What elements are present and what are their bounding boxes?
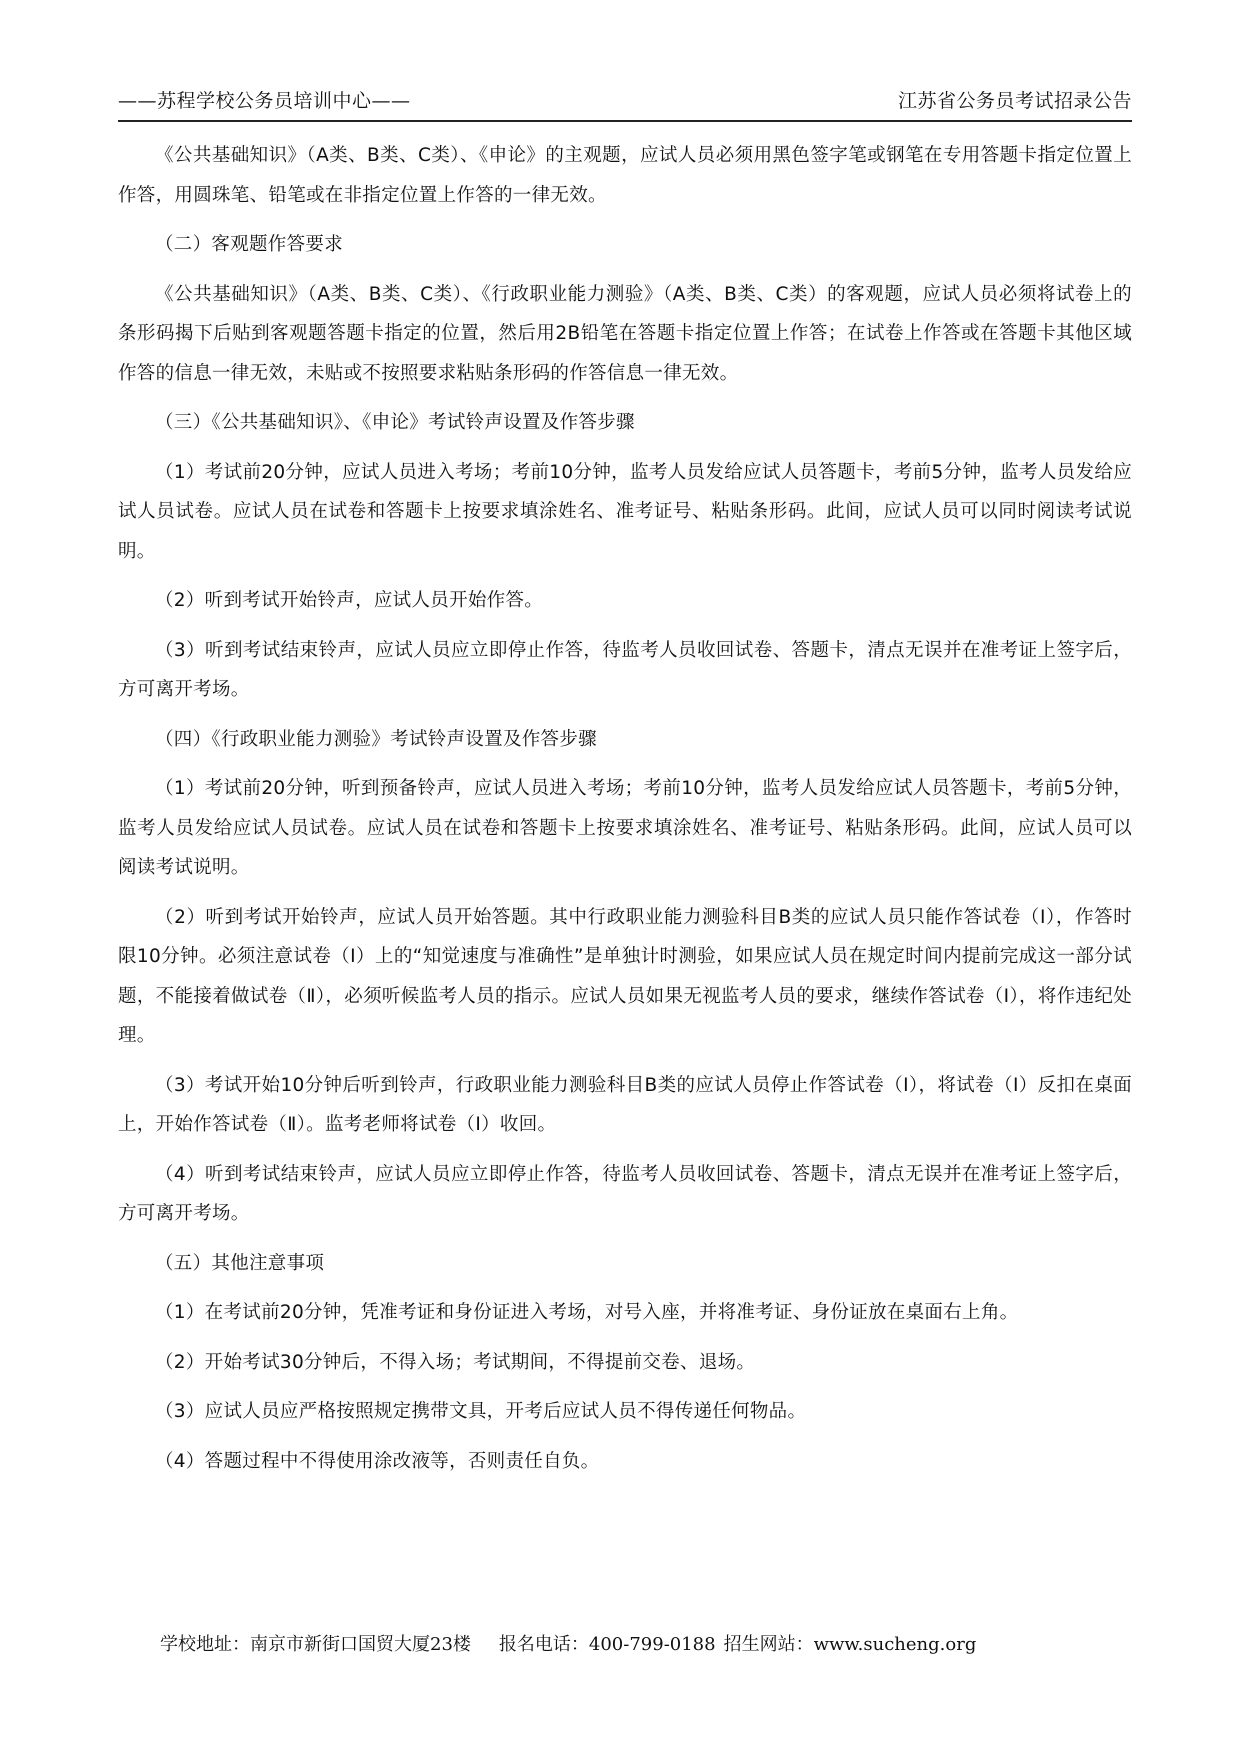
paragraph-basic-step-2: （2）听到考试开始铃声，应试人员开始作答。 <box>155 590 544 611</box>
footer-phone: 报名电话：400-799-0188 <box>498 1634 716 1655</box>
paragraph-other-note-4: （4）答题过程中不得使用涂改液等，否则责任自负。 <box>155 1450 600 1472</box>
paragraph-other-note-2: （2）开始考试30分钟后，不得入场；考试期间，不得提前交卷、退场。 <box>155 1351 756 1373</box>
paragraph-aptitude-step-3: （3）考试开始10分钟后听到铃声，行政职业能力测验科目B类的应试人员停止作答试卷（Ⅰ），将试卷（Ⅰ）反扣在桌面上，开始作答试卷（Ⅱ）。监考老师将试卷（Ⅰ）收回。 <box>118 1074 1132 1135</box>
paragraph-other-note-3: （3）应试人员应严格按照规定携带文具，开考后应试人员不得传递任何物品。 <box>155 1401 807 1422</box>
section-heading-basic-knowledge-bell-settings: （三）《公共基础知识》、《申论》考试铃声设置及作答步骤 <box>155 412 635 433</box>
paragraph-aptitude-step-4: （4）听到考试结束铃声，应试人员应立即停止作答，待监考人员收回试卷、答题卡，清点无误并在准考证上签字后，方可离开考场。 <box>118 1163 1132 1224</box>
header-document-title: 江苏省公务员考试招录公告 <box>897 90 1132 112</box>
footer-website: 招生网站：www.sucheng.org <box>723 1634 977 1655</box>
paragraph-basic-step-3: （3）听到考试结束铃声，应试人员应立即停止作答，待监考人员收回试卷、答题卡，清点无误并在准考证上签字后，方可离开考场。 <box>118 639 1132 700</box>
header-school-name: ——苏程学校公务员培训中心—— <box>118 90 411 112</box>
section-heading-aptitude-test-bell-settings: （四）《行政职业能力测验》考试铃声设置及作答步骤 <box>155 728 597 750</box>
section-heading-other-notes: （五）其他注意事项 <box>155 1252 325 1274</box>
paragraph-other-note-1: （1）在考试前20分钟，凭准考证和身份证进入考场，对号入座，并将准考证、身份证放在桌面右上角。 <box>155 1302 1019 1323</box>
paragraph-objective-answer-rules: 《公共基础知识》（A类、B类、C类）、《行政职业能力测验》（A类、B类、C类）的客观题，应试人员必须将试卷上的条形码揭下后贴到客观题答题卡指定的位置，然后用2B铅笔在答题卡指定位置上作答；在试卷上作答或在答题卡其他区域作答的信息一律无效，未贴或不按照要求粘贴条形码的作答信息一律无效。 <box>118 283 1132 384</box>
paragraph-aptitude-step-1: （1）考试前20分钟，听到预备铃声，应试人员进入考场；考前10分钟，监考人员发给应试人员答题卡，考前5分钟，监考人员发给应试人员试卷。应试人员在试卷和答题卡上按要求填涂姓名、准考证号、粘贴条形码。此间，应试人员可以阅读考试说明。 <box>118 778 1132 878</box>
paragraph-aptitude-step-2: （2）听到考试开始铃声，应试人员开始答题。其中行政职业能力测验科目B类的应试人员只能作答试卷（Ⅰ），作答时限10分钟。必须注意试卷（Ⅰ）上的“知觉速度与准确性”是单独计时测验，如果应试人员在规定时间内提前完成这一部分试题，不能接着做试卷（Ⅱ），必须听候监考人员的指示。应试人员如果无视监考人员的要求，继续作答试卷（Ⅰ），将作违纪处理。 <box>118 906 1132 1046</box>
document-body <box>118 136 1132 1491</box>
page-header <box>118 86 1132 122</box>
footer-school-address: 学校地址：南京市新街口国贸大厦23楼 <box>160 1634 471 1655</box>
paragraph-basic-step-1: （1）考试前20分钟，应试人员进入考场；考前10分钟，监考人员发给应试人员答题卡，考前5分钟，监考人员发给应试人员试卷。应试人员在试卷和答题卡上按要求填涂姓名、准考证号、粘贴条形码。此间，应试人员可以同时阅读考试说明。 <box>118 461 1132 562</box>
paragraph-subjective-answer-rules: 《公共基础知识》（A类、B类、C类）、《申论》的主观题，应试人员必须用黑色签字笔或钢笔在专用答题卡指定位置上作答，用圆珠笔、铅笔或在非指定位置上作答的一律无效。 <box>118 145 1132 206</box>
page-footer <box>160 1630 1160 1660</box>
section-heading-objective-answer-requirements: （二）客观题作答要求 <box>155 234 344 255</box>
